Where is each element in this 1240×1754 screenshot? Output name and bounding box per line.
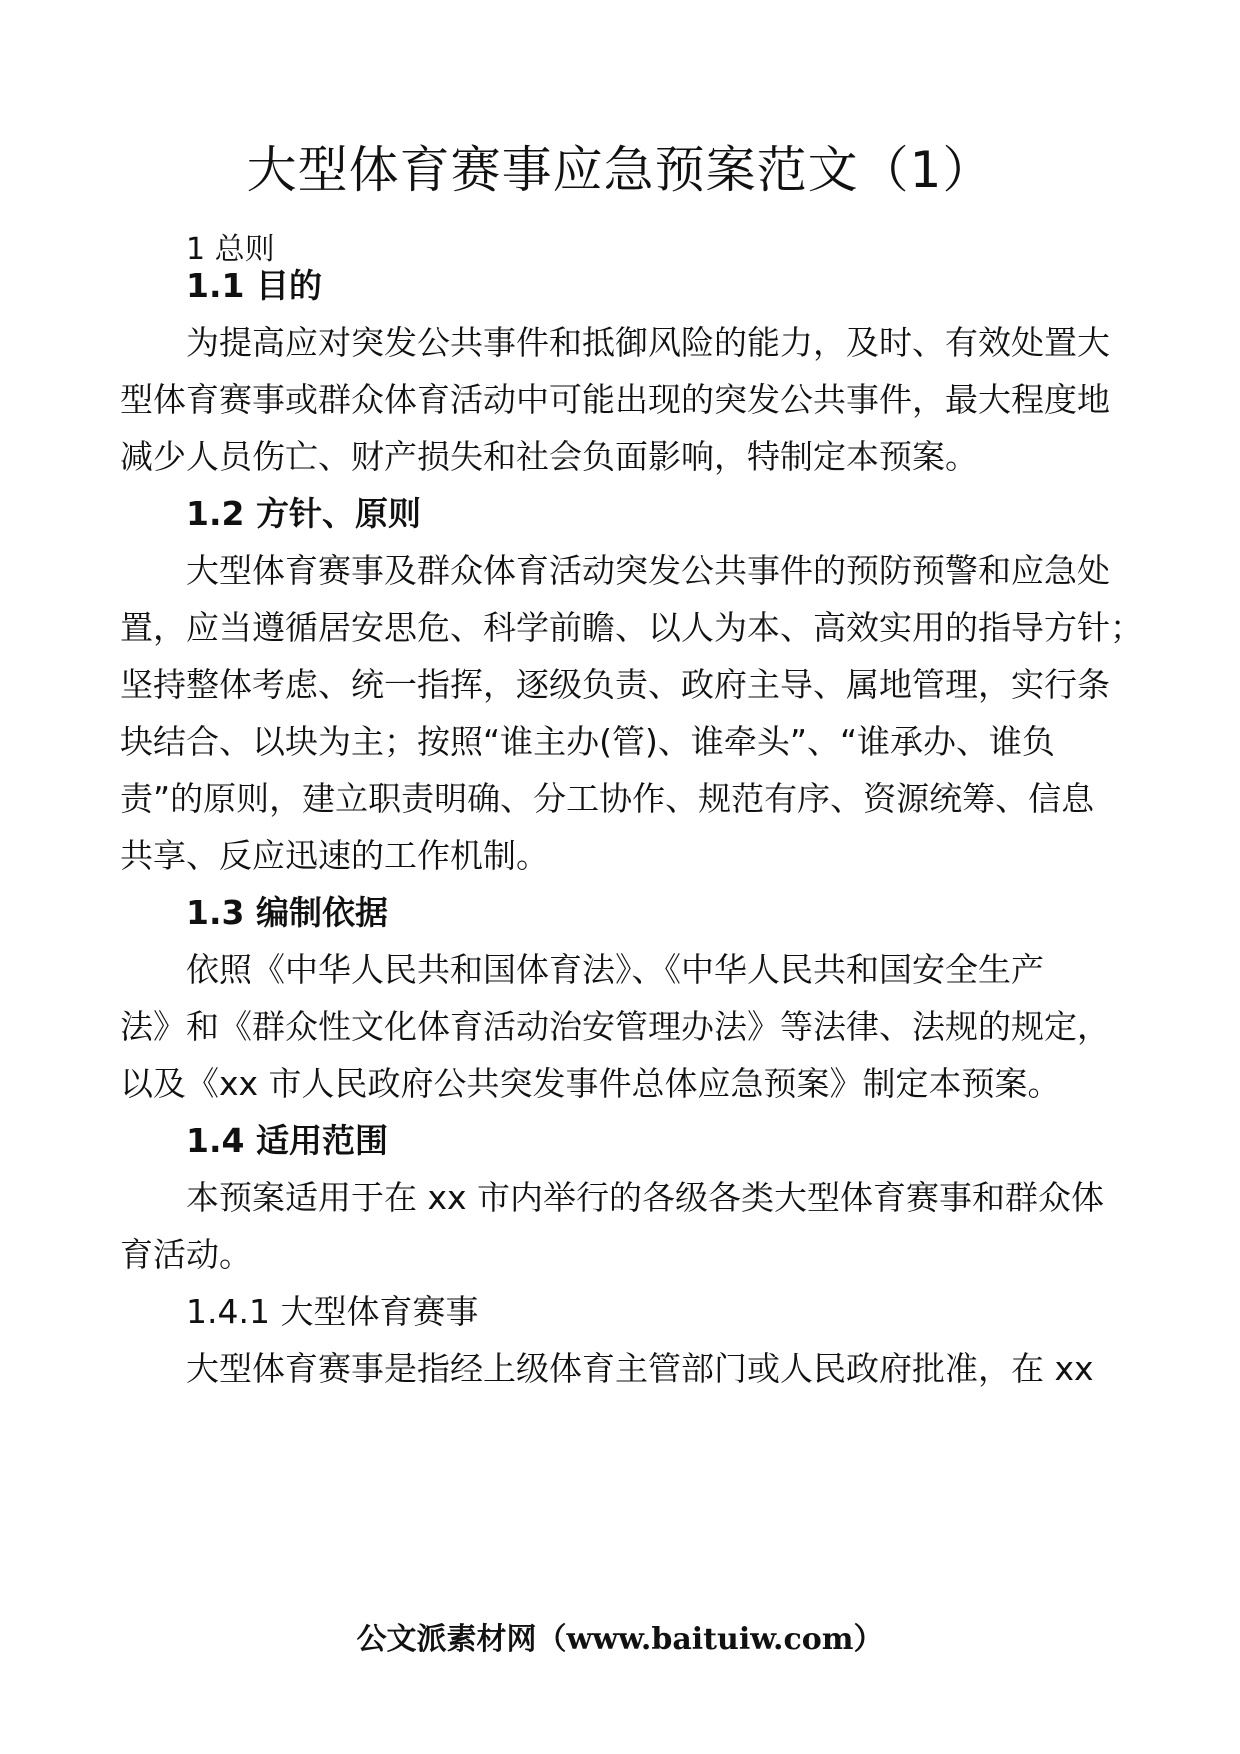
paragraph-line: 共享、反应迅速的工作机制。 <box>120 836 549 875</box>
paragraph-line: 置，应当遵循居安思危、科学前瞻、以人为本、高效实用的指导方针； <box>120 608 1143 647</box>
section-heading-1: 1 总则 <box>186 232 275 267</box>
section-heading-1-4-1: 1.4.1 大型体育赛事 <box>186 1292 479 1331</box>
section-heading-1-1: 1.1 目的 <box>186 266 322 305</box>
document-title: 大型体育赛事应急预案范文（1） <box>246 141 994 199</box>
paragraph-line: 大型体育赛事及群众体育活动突发公共事件的预防预警和应急处 <box>186 551 1110 590</box>
paragraph-line: 本预案适用于在 xx 市内举行的各级各类大型体育赛事和群众体 <box>186 1178 1105 1217</box>
footer-watermark-text: 公文派素材网（www.baituiw.com） <box>356 1622 884 1657</box>
section-heading-1-4: 1.4 适用范围 <box>186 1121 388 1160</box>
paragraph-line: 坚持整体考虑、统一指挥，逐级负责、政府主导、属地管理，实行条 <box>120 665 1110 704</box>
paragraph-line: 型体育赛事或群众体育活动中可能出现的突发公共事件，最大程度地 <box>120 380 1110 419</box>
paragraph-line: 大型体育赛事是指经上级体育主管部门或人民政府批准，在 xx <box>186 1349 1094 1388</box>
section-heading-1-3: 1.3 编制依据 <box>186 893 388 932</box>
paragraph-line: 为提高应对突发公共事件和抵御风险的能力，及时、有效处置大 <box>186 323 1110 362</box>
paragraph-line: 育活动。 <box>120 1235 252 1274</box>
paragraph-line: 责”的原则，建立职责明确、分工协作、规范有序、资源统筹、信息 <box>120 779 1095 818</box>
section-heading-1-2: 1.2 方针、原则 <box>186 494 421 533</box>
paragraph-line: 以及《xx 市人民政府公共突发事件总体应急预案》制定本预案。 <box>120 1064 1061 1103</box>
paragraph-line: 减少人员伤亡、财产损失和社会负面影响，特制定本预案。 <box>120 437 978 476</box>
paragraph-line: 依照《中华人民共和国体育法》、《中华人民共和国安全生产 <box>186 950 1044 989</box>
paragraph-line: 块结合、以块为主；按照“谁主办(管)、谁牵头”、“谁承办、谁负 <box>120 722 1056 761</box>
paragraph-line: 法》和《群众性文化体育活动治安管理办法》等法律、法规的规定， <box>120 1007 1110 1046</box>
